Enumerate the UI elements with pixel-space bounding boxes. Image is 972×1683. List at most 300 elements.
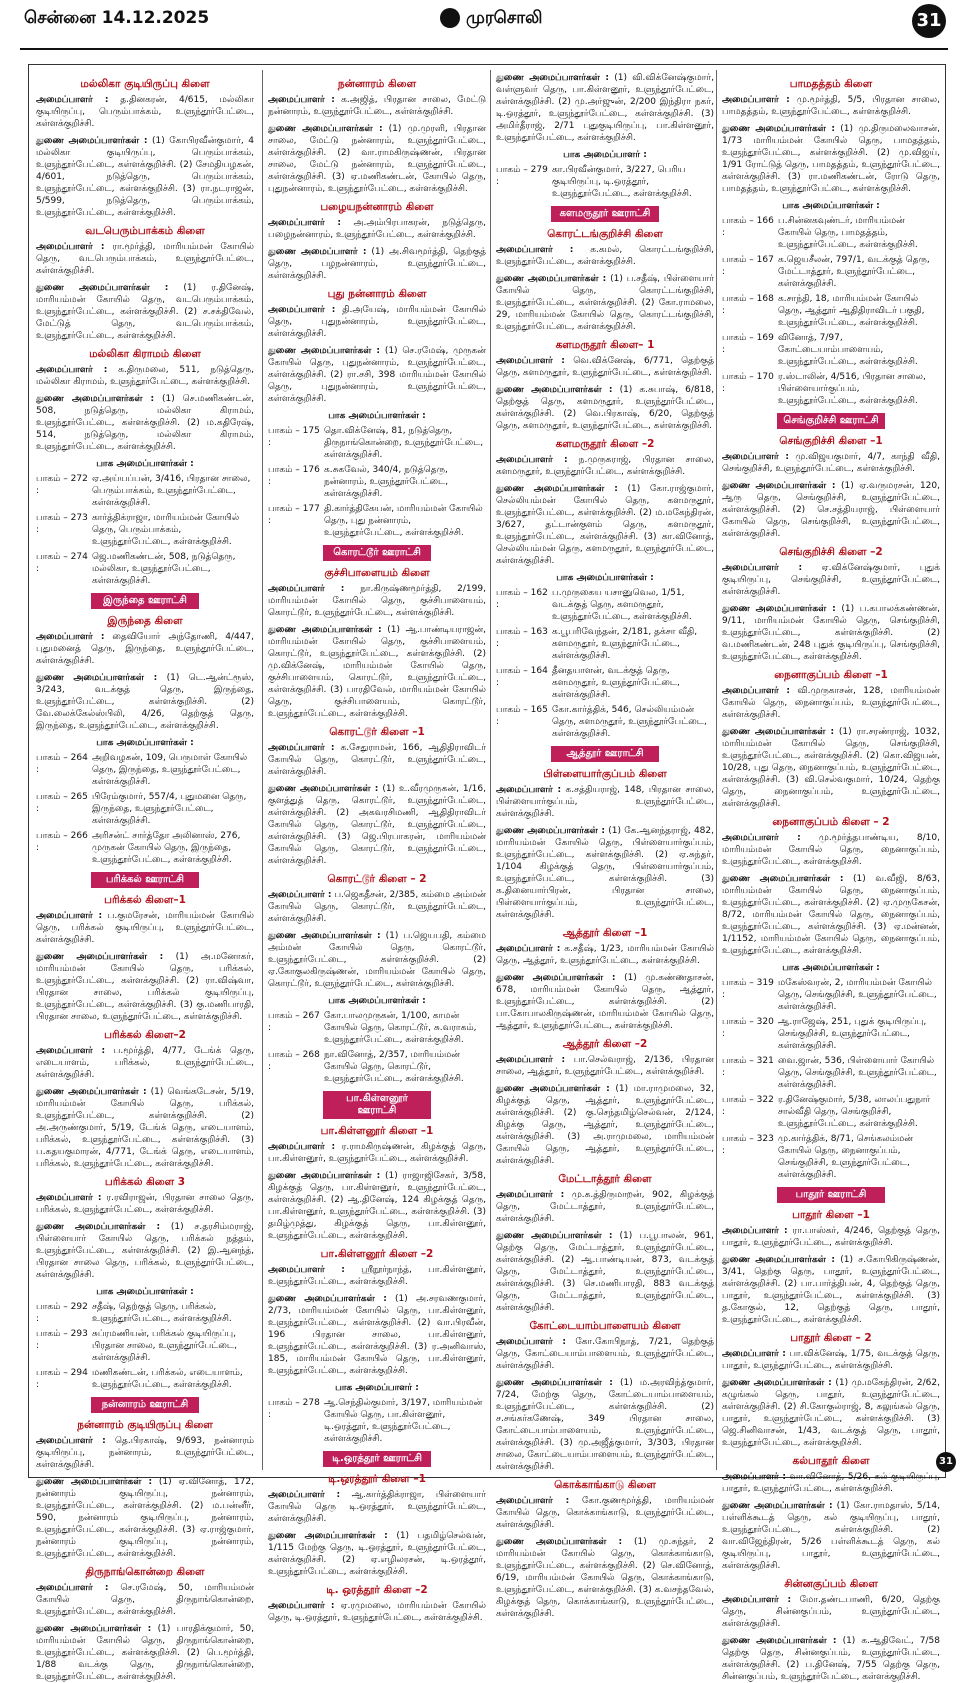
member-entry bbox=[722, 1254, 940, 1326]
member-entry bbox=[36, 951, 254, 1023]
branch-title: செங்குறிச்சி கிளை –1 bbox=[779, 435, 883, 447]
member-details: (1) ப.கபாலக்கண்ணன், 9/11, மாரியம்மன் கோயில் தெரு, செங்குறிச்சி, உளுந்தூர்பேட்டை, கள்ளக்குறிச்சி. (2) வ.மணிகண்டன், 248 புதுக் குடியிருப்பு, செங்குறிச்சி, உளுந்தூர்பேட்டை, கள்ளக்குறிச்சி. bbox=[722, 604, 940, 662]
role-label: துணை அமைப்பாளர்கள் : bbox=[496, 1231, 613, 1241]
role-label: துணை அமைப்பாளர்கள் : bbox=[36, 1477, 153, 1487]
panchayat-tag: டி.ஒரத்தூர் ஊராட்சி bbox=[323, 1451, 431, 1467]
booth-member: ஏ.அய்யப்பன், 3/416, பிரதான சாலை, பெரும்பாக்கம், உளுந்தூர்பேட்டை, கள்ளக்குறிச்சி. bbox=[92, 474, 251, 508]
member-entry bbox=[268, 783, 486, 867]
paper-name: முரசொலி bbox=[466, 8, 543, 28]
member-entry bbox=[496, 244, 714, 268]
member-entry bbox=[36, 1086, 254, 1170]
member-entry bbox=[722, 94, 940, 118]
branch-title: சின்னகுப்பம் கிளை bbox=[784, 1578, 878, 1590]
header-divider bbox=[20, 48, 948, 50]
role-label: துணை அமைப்பாளர்கள் : bbox=[722, 481, 836, 491]
booth-number: பாகம் – 167 : bbox=[722, 255, 774, 277]
member-entry bbox=[496, 273, 714, 333]
member-entry bbox=[496, 1495, 714, 1531]
panchayat-tag: இருந்தை ஊராட்சி bbox=[91, 593, 199, 609]
member-entry bbox=[496, 454, 714, 478]
subheading: பாக அமைப்பாளர்கள் : bbox=[96, 459, 194, 469]
booth-entry bbox=[36, 1367, 254, 1391]
booth-member: ர.தினேஷ்குமார், 5/38, லாலப்பதுநார் சால்வீதி தெரு, செங்குறிச்சி, உளுந்தூர்பேட்டை, கள்ளக்குறிச்சி. bbox=[778, 1095, 931, 1129]
role-label: அமைப்பாளர் : bbox=[36, 1436, 106, 1446]
member-details: (1) க.ஆதிவேட், 7/58 தெற்கு தெரு, சின்னகுப்பம், உளுந்தூர்பேட்டை, கள்ளக்குறிச்சி. (2) ப.தினேஷ், 7/55 தெற்கு தெரு, சின்னகுப்பம், உளுந்தூர்பேட்டை, கள்ளக்குறிச்சி. bbox=[722, 1636, 940, 1682]
member-entry bbox=[722, 685, 940, 721]
booth-entry bbox=[496, 665, 714, 701]
role-label: துணை அமைப்பாளர்கள் : bbox=[36, 394, 155, 404]
member-entry bbox=[268, 1264, 486, 1288]
panchayat-tag: பா.கிள்ளனூர் ஊராட்சி bbox=[323, 1091, 431, 1119]
role-label: அமைப்பாளர் : bbox=[36, 911, 103, 921]
booth-number: பாகம் – 169 : bbox=[722, 333, 774, 355]
panchayat-tag: களமருதூர் ஊராட்சி bbox=[551, 206, 659, 222]
member-details: (1) அ.மனோகர், மாரியம்மன் கோயில் தெரு, பரிக்கல், உளுந்தூர்பேட்டை, கள்ளக்குறிச்சி. (2) ரா.விஷ்வா, பிரதான சாலை, பரிக்கல் குடியிருப்பு, உளுந்தூர்பேட்டை, கள்ளக்குறிச்சி. (3) கு.மணிபாரதி, பிரதான சாலை, உளுந்தூர்பேட்டை, கள்ளக்குறிச்சி. bbox=[36, 952, 254, 1022]
member-entry bbox=[496, 1189, 714, 1225]
member-entry bbox=[36, 393, 254, 453]
member-entry bbox=[496, 1336, 714, 1372]
booth-number: பாகம் – 274 : bbox=[36, 552, 88, 574]
member-details: செ.ரமேஷ், 50, மாரியம்மன் கோயில் தெரு, திருநாங்கொன்றை, உளுந்தூர்பேட்டை, கள்ளக்குறிச்சி. bbox=[36, 1583, 254, 1617]
branch-title: பரிக்கல் கிளை–2 bbox=[104, 1029, 186, 1041]
member-entry bbox=[36, 910, 254, 946]
role-label: அமைப்பாளர் : bbox=[496, 455, 568, 465]
booth-number: பாகம் – 177 : bbox=[268, 504, 320, 526]
booth-entry bbox=[722, 1094, 940, 1130]
member-entry bbox=[36, 1476, 254, 1560]
role-label: அமைப்பாளர் : bbox=[722, 95, 790, 105]
member-entry bbox=[36, 135, 254, 219]
member-entry bbox=[722, 451, 940, 475]
member-entry bbox=[722, 1594, 940, 1630]
role-label: அமைப்பாளர் : bbox=[36, 242, 105, 252]
booth-member: ஜெ.மணிகண்டன், 508, நடுத்தெரு, மல்லிகா, உளுந்தூர்பேட்டை, கள்ளக்குறிச்சி. bbox=[92, 552, 236, 586]
role-label: துணை அமைப்பாளர்கள் : bbox=[268, 625, 382, 635]
member-details: (1) ச.கோபிகிருஷ்ணன், 3/41, தெற்கு தெரு, பாதூர், உளுந்தூர்பேட்டை, கள்ளக்குறிச்சி. (2) பா.பார்த்திபன், 4, தெற்குத் தெரு, பாதூர், உளுந்தூர்பேட்டை, கள்ளக்குறிச்சி. (3) த.கோகுல், 12, தெற்குத் தெரு, பாதூர், உளுந்தூர்பேட்டை, கள்ளக்குறிச்சி. bbox=[722, 1255, 940, 1325]
booth-member: ர.ஸ்டாலின், 4/516, பிரதான சாலை, பிள்ளையார்குப்பம், உளுந்தூர்பேட்டை, கள்ளக்குறிச்சி. bbox=[778, 372, 926, 406]
member-details: க.சேதுராமன், 166, ஆதிதிராவிடர் கோயில் தெரு, கொரட்டூர், உளுந்தூர்பேட்டை, கள்ளக்குறிச்சி. bbox=[268, 743, 486, 777]
member-entry bbox=[496, 1536, 714, 1620]
booth-member: க.ஜெயசீலன், 797/1, வடக்குத் தெரு, மேட்டாத்தூர், உளுந்தூர்பேட்டை, கள்ளக்குறிச்சி. bbox=[778, 255, 930, 289]
member-details: நா.கிருஷ்ணமூர்த்தி, 2/199, மாரியம்மன் கோயில் தெரு, குச்சிபாளையம், கொரட்டூர், உளுந்தூர்பேட்டை, கள்ளக்குறிச்சி. bbox=[268, 584, 486, 618]
role-label: துணை அமைப்பாளர்கள் : bbox=[268, 784, 379, 794]
role-label: அமைப்பாளர் : bbox=[268, 584, 345, 594]
booth-entry bbox=[36, 1328, 254, 1364]
member-details: (1) மு.கண்ணதாசன், 678, மாரியம்மன் கோயில் தெரு, ஆத்தூர், உளுந்தூர்பேட்டை, கள்ளக்குறிச்சி. (2) பா.கோபாலகிருஷ்ணன், மாரியம்மன் கோயில் தெரு, ஆத்தூர், உளுந்தூர்பேட்டை, கள்ளக்குறிச்சி. bbox=[496, 973, 714, 1031]
member-entry bbox=[268, 930, 486, 990]
booth-entry bbox=[722, 215, 940, 251]
member-entry bbox=[268, 1530, 486, 1578]
branch-title: பரிக்கல் கிளை–1 bbox=[104, 894, 186, 906]
member-details: மு.மூர்த்தபாண்டிய, 8/10, மாரியம்மன் கோயில் தெரு, நைனாகுப்பம், உளுந்தூர்பேட்டை, கள்ளக்குறிச்சி. bbox=[722, 833, 940, 867]
member-details: தைவியோர் அந்தோணி, 4/447, புதுமனைத் தெரு, இருந்தை, உளுந்தூர்பேட்டை, கள்ளக்குறிச்சி. bbox=[36, 632, 254, 666]
role-label: துணை அமைப்பாளர்கள் : bbox=[268, 1171, 381, 1181]
member-entry bbox=[36, 1192, 254, 1216]
member-entry bbox=[496, 1377, 714, 1473]
branch-title: வடபெரும்பாக்கம் கிளை bbox=[85, 225, 205, 237]
member-details: (1) டெ.ஆன்ட்ரூஸ், 3/243, வடக்குத் தெரு, இருந்தை, உளுந்தூர்பேட்டை, கள்ளக்குறிச்சி. (2) வே.லைக்கேல்ஸ்பிலி, 4/26, தெற்குத் தெரு, இருந்தை, உளுந்தூர்பேட்டை, கள்ளக்குறிச்சி. bbox=[36, 673, 254, 731]
rising-sun-logo-icon bbox=[440, 8, 460, 28]
booth-entry bbox=[36, 1301, 254, 1325]
role-label: அமைப்பாளர் : bbox=[496, 1496, 570, 1506]
role-label: துணை அமைப்பாளர்கள் : bbox=[268, 346, 381, 356]
role-label: துணை அமைப்பாளர்கள் : bbox=[496, 1084, 610, 1094]
panchayat-tag: கொரட்டூர் ஊராட்சி bbox=[323, 545, 431, 561]
panchayat-tag: செங்குறிச்சி ஊராட்சி bbox=[777, 413, 885, 429]
branch-title: கல்பாதூர் கிளை bbox=[792, 1455, 870, 1467]
member-entry bbox=[36, 1221, 254, 1281]
member-details: (1) ஆ.பாண்டியராஜன், மாரியம்மன் கோயில் தெரு, குச்சிபாளையம், கொரட்டூர், உளுந்தூர்பேட்டை, கள்ளக்குறிச்சி. (2) மு.விக்னேஷ், மாரியம்மன் கோயில் தெரு, குச்சிபாளையம், கொரட்டூர், உளுந்தூர்பேட்டை, கள்ளக்குறிச்சி. (3) பாரதிவேல், மாரியம்மன் கோயில் தெரு, குச்சிபாளையம், கொரட்டூர், உளுந்தூர்பேட்டை, கள்ளக்குறிச்சி. bbox=[268, 625, 487, 719]
role-label: துணை அமைப்பாளர்கள் : bbox=[722, 1255, 835, 1265]
booth-member: ப.சின்னகவுண்டர், மாரியம்மன் கோயில் தெரு, பாமதத்தம், உளுந்தூர்பேட்டை, கள்ளக்குறிச்சி. bbox=[778, 216, 918, 250]
member-entry bbox=[496, 943, 714, 967]
role-label: அமைப்பாளர் : bbox=[496, 1337, 566, 1347]
member-details: (1) கோ.ராஜ்குமார், செல்லியம்மன் கோயில் தெரு, களமருதூர், உளுந்தூர்பேட்டை, கள்ளக்குறிச்சி. (2) ம.மகேந்திரன், 3/627, தட்டான்குளம் தெரு, களமருதூர், உளுந்தூர்பேட்டை, கள்ளக்குறிச்சி. (3) கா.வினோத், செல்லியம்மன் தெரு, களமருதூர், உளுந்தூர்பேட்டை, கள்ளக்குறிச்சி. bbox=[496, 484, 714, 566]
role-label: அமைப்பாளர் : bbox=[268, 305, 336, 315]
branch-title: டி.ஒரத்தூர் கிளை –1 bbox=[328, 1473, 426, 1485]
panchayat-tag: நன்னாரம் ஊராட்சி bbox=[91, 1397, 199, 1413]
member-details: (1) ப.பூபாலன், 961, தெற்கு தெரு, மேட்டாத்தூர், உளுந்தூர்பேட்டை, கள்ளக்குறிச்சி. (2) ஆ.பாண்டியன், 873, வடக்குத் தெரு, மேட்டாத்தூர், உளுந்தூர்பேட்டை, கள்ளக்குறிச்சி. (3) செ.மணிபாரதி, 883 வடக்குத் தெரு, மேட்டாத்தூர், உளுந்தூர்பேட்டை, கள்ளக்குறிச்சி. bbox=[496, 1231, 714, 1313]
booth-entry bbox=[36, 512, 254, 548]
booth-number: பாகம் – 294 : bbox=[36, 1368, 88, 1390]
member-details: க.சத்தியராஜ், 148, பிரதான சாலை, பிள்ளையார்குப்பம், உளுந்தூர்பேட்டை, கள்ளக்குறிச்சி. bbox=[496, 785, 714, 819]
branch-title: பாதூர் கிளை – 2 bbox=[790, 1332, 872, 1344]
booth-member: தீனதயாளன், வடக்குத் தெரு, களமருதூர், உளுந்தூர்பேட்டை, கள்ளக்குறிச்சி. bbox=[552, 666, 680, 700]
booth-entry bbox=[36, 752, 254, 788]
member-details: (1) ராஜாஜிசேகர், 3/58, கிழக்குத் தெரு, பா.கிள்ளனூர், உளுந்தூர்பேட்டை, கள்ளக்குறிச்சி. (2) ஆ.தினேஷ், 124 கிழக்குத் தெரு, பா.கிள்ளனூர், உளுந்தூர்பேட்டை, கள்ளக்குறிச்சி. (3) தமிழ்முத்து, கிழக்குத் தெரு, பா.கிள்ளனூர், உளுந்தூர்பேட்டை, கள்ளக்குறிச்சி. bbox=[268, 1171, 486, 1241]
booth-entry bbox=[36, 791, 254, 827]
member-entry bbox=[36, 1623, 254, 1683]
booth-member: கோ.கார்த்திக், 546, செல்லியம்மன் தெரு, களமருதூர், உளுந்தூர்பேட்டை, கள்ளக்குறிச்சி. bbox=[552, 705, 707, 739]
booth-member: பிரேம்குமார், 557/4, புதுமனை தெரு, இருந்தை, உளுந்தூர்பேட்டை, கள்ளக்குறிச்சி. bbox=[92, 792, 247, 826]
booth-entry bbox=[496, 164, 714, 200]
role-label: துணை அமைப்பாளர்கள் : bbox=[496, 484, 618, 494]
branch-title: கொரட்டூர் கிளை – 2 bbox=[327, 873, 427, 885]
member-entry bbox=[722, 726, 940, 810]
branch-title: பாதூர் கிளை –1 bbox=[792, 1209, 870, 1221]
member-entry bbox=[722, 1635, 940, 1683]
booth-number: பாகம் – 267 : bbox=[268, 1011, 320, 1033]
subheading: பாக அமைப்பாளர் : bbox=[335, 1383, 419, 1393]
booth-entry bbox=[496, 587, 714, 623]
column-3 bbox=[496, 72, 714, 1619]
booth-entry bbox=[268, 1049, 486, 1085]
member-details: அ.அம்பிரபாகரன், நடுத்தெரு, பழைநன்னாரம், உளுந்தூர்பேட்டை, கள்ளக்குறிச்சி. bbox=[268, 218, 486, 240]
role-label: அமைப்பாளர் : bbox=[496, 944, 561, 954]
member-entry bbox=[722, 123, 940, 195]
member-details: ஏ.விக்னேஷ்குமார், புதுக் குடியிருப்பு, செங்குறிச்சி, உளுந்தூர்பேட்டை, கள்ளக்குறிச்சி. bbox=[722, 563, 940, 597]
edition-date: சென்னை 14.12.2025 bbox=[24, 8, 210, 28]
branch-title: பிள்ளையார்குப்பம் கிளை bbox=[543, 768, 667, 780]
role-label: துணை அமைப்பாளர்கள் : bbox=[36, 1087, 147, 1097]
member-details: வெ.விக்னேஷ், 6/771, தெற்குத் தெரு, களமருதூர், உளுந்தூர்பேட்டை, கள்ளக்குறிச்சி. bbox=[496, 356, 714, 378]
booth-entry bbox=[496, 626, 714, 662]
column-2 bbox=[268, 72, 487, 1623]
role-label: துணை அமைப்பாளர்கள் : bbox=[496, 73, 609, 83]
page-number-badge: 31 bbox=[912, 4, 946, 38]
member-details: தெ.பிரகாஷ், 9/693, நன்னாரம் குடியிருப்பு, நன்னாரம், உளுந்தூர்பேட்டை, கள்ளக்குறிச்சி. bbox=[36, 1436, 254, 1470]
footer-page-number: 31 bbox=[936, 1452, 956, 1472]
member-details: க.சதீஷ், 1/23, மாரியம்மன் கோயில் தெரு, ஆத்தூர், உளுந்தூர்பேட்டை, கள்ளக்குறிச்சி. bbox=[496, 944, 714, 966]
member-details: (1) கோபிரவீன்குமார், 4 மல்லிகா குடியிருப்பு, பெரும்பாக்கம், உளுந்தூர்பேட்டை, கள்ளக்குறிச்சி. (2) சேமதியழகன், 4/601, நடுத்தெரு, பெரும்பாக்கம், உளுந்தூர்பேட்டை, கள்ளக்குறிச்சி. (3) ரா.நடராஜன், 5/599, நடுத்தெரு, பெரும்பாக்கம், உளுந்தூர்பேட்டை, கள்ளக்குறிச்சி. bbox=[36, 136, 254, 218]
subheading: பாக அமைப்பாளர்கள் : bbox=[556, 573, 654, 583]
branch-title: நைனாகுப்பம் கிளை – 2 bbox=[772, 816, 890, 828]
member-entry bbox=[268, 246, 486, 282]
role-label: அமைப்பாளர் : bbox=[268, 1601, 335, 1611]
booth-member: வினோத், 7/97, கோட்டையாம்பாளையம், உளுந்தூர்பேட்டை, கள்ளக்குறிச்சி. bbox=[778, 333, 918, 367]
role-label: அமைப்பாளர் : bbox=[496, 1055, 566, 1065]
booth-entry bbox=[722, 1133, 940, 1181]
booth-member: கோ.பாலமுருகன், 1/100, காமன் கோயில் தெரு, கொரட்டூர், சு.வராகம், உளுந்தூர்பேட்டை, கள்ளக்குறிச்சி. bbox=[324, 1011, 477, 1045]
role-label: அமைப்பாளர் : bbox=[36, 1583, 109, 1593]
member-details: ரா.பாஸ்கர், 4/246, தெற்குத் தெரு, பாதூர், உளுந்தூர்பேட்டை, கள்ளக்குறிச்சி. bbox=[722, 1226, 940, 1248]
member-details: ப.ஜெகதீசன், 2/385, கம்மை அம்மன் கோயில் தெரு, கொரட்டூர், உளுந்தூர்பேட்டை, கள்ளக்குறிச்சி. bbox=[268, 890, 486, 924]
branch-title: கொக்காங்காடு கிளை bbox=[554, 1479, 656, 1491]
member-details: (1) அ.சரவணகுமார், 2/73, மாரியம்மன் கோயில் தெரு, பா.கிள்ளனூர், உளுந்தூர்பேட்டை, கள்ளக்குறிச்சி. (2) வா.பிரவீன், 196 பிரதான சாலை, பா.கிள்ளனூர், உளுந்தூர்பேட்டை, கள்ளக்குறிச்சி. (3) ர.அனிவாஸ், 185, மாரியம்மன் கோயில் தெரு, பா.கிள்ளனூர், உளுந்தூர்பேட்டை, கள்ளக்குறிச்சி. bbox=[268, 1294, 486, 1376]
member-details: கோ.கோபிநாத், 7/21, தெற்குத் தெரு, கோட்டையாம்பாளையம், உளுந்தூர்பேட்டை, கள்ளக்குறிச்சி. bbox=[496, 1337, 714, 1371]
member-details: (1) ப.சதீஷ், பிள்ளையார் கோயில் தெரு, கொரட்டங்குறிச்சி, உளுந்தூர்பேட்டை, கள்ளக்குறிச்சி. (2) கோ.ராமலை, 29, மாரியம்மன் கோயில் தெரு, கொரட்டங்குறிச்சி, உளுந்தூர்பேட்டை, கள்ளக்குறிச்சி. bbox=[496, 274, 714, 332]
branch-title: பழையநன்னாரம் கிளை bbox=[320, 201, 434, 213]
role-label: துணை அமைப்பாளர்கள் : bbox=[36, 673, 158, 683]
member-entry bbox=[36, 1582, 254, 1618]
member-entry bbox=[722, 603, 940, 663]
member-entry bbox=[268, 1170, 486, 1242]
booth-member: அரிசன்ட் சார்த்தோ அலினாஸ், 276, முருகன் கோயில் தெரு, இருந்தை, உளுந்தூர்பேட்டை, கள்ளக்குறிச்சி. bbox=[92, 831, 241, 865]
role-label: அமைப்பாளர் : bbox=[36, 632, 105, 642]
member-entry bbox=[36, 364, 254, 388]
booth-entry bbox=[36, 473, 254, 509]
member-entry bbox=[268, 217, 486, 241]
booth-member: அறிவழகன், 109, பெருமாள் கோயில் தெரு, இருந்தை, உளுந்தூர்பேட்டை, கள்ளக்குறிச்சி. bbox=[92, 753, 248, 787]
member-details: பா.செல்வராஜ், 2/136, பிரதான சாலை, ஆத்தூர், உளுந்தூர்பேட்டை, கள்ளக்குறிச்சி. bbox=[496, 1055, 714, 1077]
member-details: (1) மு.மகேந்திரன், 2/62, கழுங்கல் தெரு, பாதூர், உளுந்தூர்பேட்டை, கள்ளக்குறிச்சி. (2) சி.கோகுல்ராஜ், 8, கலுங்கல் தெரு, பாதூர், உளுந்தூர்பேட்டை, கள்ளக்குறிச்சி. (3) ஜெ.சினிவாசன், 1/43, வடக்குத் தெரு, பாதூர், உளுந்தூர்பேட்டை, கள்ளக்குறிச்சி. bbox=[722, 1378, 940, 1448]
booth-number: பாகம் – 273 : bbox=[36, 513, 88, 535]
branch-title: நன்னாரம் கிளை bbox=[337, 78, 417, 90]
role-label: அமைப்பாளர் : bbox=[496, 1190, 565, 1200]
booth-number: பாகம் – 166 : bbox=[722, 216, 774, 238]
member-details: ஏ.ரமுமலை, மாரியம்மன் கோயில் தெரு, டி.ஒரத்தூர், உளுந்தூர்பேட்டை, கள்ளக்குறிச்சி. bbox=[268, 1601, 486, 1623]
booth-member: கார்த்திக்ராஜா, மாரியம்மன் கோயில் தெரு, பெரும்பாக்கம், உளுந்தூர்பேட்டை, கள்ளக்குறிச்சி. bbox=[92, 513, 240, 547]
role-label: அமைப்பாளர் : bbox=[722, 686, 790, 696]
member-details: வி.முருகாசன், 128, மாரியம்மன் கோயில் தெரு, நைனாகுப்பம், உளுந்தூர்பேட்டை, கள்ளக்குறிச்சி. bbox=[722, 686, 940, 720]
column-1 bbox=[36, 72, 255, 1682]
role-label: துணை அமைப்பாளர்கள் : bbox=[496, 826, 605, 836]
booth-number: பாகம் – 175 : bbox=[268, 426, 320, 448]
branch-title: டி. ஒரத்தூர் கிளை –2 bbox=[326, 1584, 428, 1596]
panchayat-tag: ஆத்தூர் ஊராட்சி bbox=[551, 746, 659, 762]
role-label: துணை அமைப்பாளர்கள் : bbox=[36, 1624, 152, 1634]
booth-number: பாகம் – 279 : bbox=[496, 165, 548, 187]
member-entry bbox=[36, 1045, 254, 1081]
panchayat-tag: பாதூர் ஊராட்சி bbox=[777, 1187, 885, 1203]
member-entry bbox=[268, 1489, 486, 1525]
role-label: துணை அமைப்பாளர்கள் : bbox=[36, 952, 164, 962]
member-details: (1) ஏ.வருமரசன், 120, ஆரு தெரு, செங்குறிச்சி, உளுந்தூர்பேட்டை, கள்ளக்குறிச்சி. (2) செ.சத்தியராஜ், பிள்ளையார் கோயில் தெரு, செங்குறிச்சி, உளுந்தூர்பேட்டை, கள்ளக்குறிச்சி. bbox=[722, 481, 940, 539]
role-label: அமைப்பாளர் : bbox=[268, 1265, 345, 1275]
booth-member: ப.முருகைய யசானுவெல, 1/51, வடக்குத் தெரு, களமருதூர், உளுந்தூர்பேட்டை, கள்ளக்குறிச்சி. bbox=[552, 588, 692, 622]
member-entry bbox=[722, 1471, 940, 1495]
member-entry bbox=[722, 480, 940, 540]
member-details: ப.குமரேசன், மாரியம்மன் கோயில் தெரு, பரிக்கல் குடியிருப்பு, உளுந்தூர்பேட்டை, கள்ளக்குறிச்சி. bbox=[36, 911, 254, 945]
member-details: (1) மு.முரளி, பிரதான சாலை, மேட்டு நன்னாரம், உளுந்தூர்பேட்டை, கள்ளக்குறிச்சி. (2) வா.ராமகிருஷ்ணன், பிரதான சாலை, மேட்டு நன்னாரம், உளுந்தூர்பேட்டை, கள்ளக்குறிச்சி. (3) ஏ.மணிகண்டன், கோயில் தெரு, புதுநன்னாரம், உளுந்தூர்பேட்டை, கள்ளக்குறிச்சி. bbox=[268, 124, 486, 194]
booth-entry bbox=[722, 1055, 940, 1091]
member-entry bbox=[496, 384, 714, 432]
member-entry bbox=[268, 889, 486, 925]
booth-member: க.சுகவேல், 340/4, நடுத்தெரு, நன்னாரம், உளுந்தூர்பேட்டை, கள்ளக்குறிச்சி. bbox=[324, 465, 449, 499]
branch-title: கொரட்டங்குறிச்சி கிளை bbox=[547, 228, 663, 240]
column-divider bbox=[490, 70, 491, 1470]
member-entry bbox=[36, 282, 254, 342]
booth-entry bbox=[268, 1397, 486, 1445]
booth-entry bbox=[268, 1010, 486, 1046]
member-entry bbox=[496, 355, 714, 379]
role-label: துணை அமைப்பாளர்கள் : bbox=[496, 1378, 613, 1388]
subheading: பாக அமைப்பாளர்கள் : bbox=[328, 996, 426, 1006]
role-label: அமைப்பாளர் : bbox=[722, 1595, 792, 1605]
role-label: துணை அமைப்பாளர்கள் : bbox=[496, 1537, 623, 1547]
member-entry bbox=[496, 1230, 714, 1314]
member-details: (1) வி.விக்னேஷ்குமார், வள்ளுவர் தெரு, பா.கிள்ளனூர், உளுந்தூர்பேட்டை, கள்ளக்குறிச்சி. (2) மு.அர்ஜுன், 2/200 இந்திரா நகர், டி.ஒரத்தூர், உளுந்தூர்பேட்டை, கள்ளக்குறிச்சி. (3) அமிர்தீராஜ், 2/71 புதுகுடியிருப்பு, பா.கிள்ளனூர், உளுந்தூர்பேட்டை, கள்ளக்குறிச்சி. bbox=[496, 73, 714, 143]
booth-member: கா.பிரவீன்குமார், 3/227, பெரிய குடியிருப்பு, டி.ஒரத்தூர், உளுந்தூர்பேட்டை, கள்ளக்குறிச்சி. bbox=[552, 165, 692, 199]
booth-number: பாகம் – 321 : bbox=[722, 1056, 774, 1078]
subheading: பாக அமைப்பாளர்கள் : bbox=[782, 963, 880, 973]
member-details: (1) வ.வீஜி, 8/63, மாரியம்மன் கோயில் தெரு, நைனாகுப்பம், உளுந்தூர்பேட்டை, கள்ளக்குறிச்சி. (2) ஏ.முருகேசன், 8/72, மாரியம்மன் கோயில் தெரு, நைனாகுப்பம், உளுந்தூர்பேட்டை, கள்ளக்குறிச்சி. (3) ஏ.மன்னன், 1/1152, மாரியம்மன் கோயில் தெரு, நைனாகுப்பம், உளுந்தூர்பேட்டை, கள்ளக்குறிச்சி. bbox=[722, 874, 940, 956]
role-label: அமைப்பாளர் : bbox=[496, 785, 562, 795]
booth-number: பாகம் – 268 : bbox=[268, 1050, 320, 1072]
branch-title: களமருதூர் கிளை– 1 bbox=[555, 339, 655, 351]
booth-number: பாகம் – 272 : bbox=[36, 474, 88, 496]
booth-number: பாகம் – 164 : bbox=[496, 666, 548, 688]
role-label: துணை அமைப்பாளர்கள் : bbox=[496, 274, 607, 284]
role-label: துணை அமைப்பாளர்கள் : bbox=[496, 973, 616, 983]
member-details: மு.விஜயகுமார், 4/7, காந்தி வீதி, செங்குறிச்சி, உளுந்தூர்பேட்டை, கள்ளக்குறிச்சி. bbox=[722, 452, 940, 474]
member-entry bbox=[496, 825, 714, 921]
booth-number: பாகம் – 278 : bbox=[268, 1398, 320, 1420]
member-entry bbox=[36, 241, 254, 277]
branch-title: மல்லிகா கிராமம் கிளை bbox=[89, 348, 201, 360]
member-entry bbox=[496, 972, 714, 1032]
booth-number: பாகம் – 323 : bbox=[722, 1134, 774, 1156]
member-entry bbox=[496, 72, 714, 144]
booth-member: மணிகண்டன், பரிக்கல், எடையாளம், உளுந்தூர்பேட்டை, கள்ளக்குறிச்சி. bbox=[92, 1368, 243, 1390]
booth-number: பாகம் – 165 : bbox=[496, 705, 548, 727]
member-entry bbox=[36, 631, 254, 667]
booth-entry bbox=[722, 371, 940, 407]
booth-member: வை.ஜான், 536, பிள்ளையார் கோயில் தெரு, செங்குறிச்சி, உளுந்தூர்பேட்டை, கள்ளக்குறிச்சி. bbox=[778, 1056, 937, 1090]
member-entry bbox=[268, 345, 486, 405]
booth-entry bbox=[722, 977, 940, 1013]
member-details: (1) ஏ.வினோத், 172, நன்னாரம் குடியிருப்பு, நன்னாரம், உளுந்தூர்பேட்டை, கள்ளக்குறிச்சி. (2) ம.பன்னீர், 590, நன்னாரம் குடியிருப்பு, நன்னாரம், உளுந்தூர்பேட்டை, கள்ளக்குறிச்சி. (3) ஏ.ராஜ்குமார், நன்னாரம் குடியிருப்பு, நன்னாரம், உளுந்தூர்பேட்டை, கள்ளக்குறிச்சி. bbox=[36, 1477, 254, 1559]
role-label: துணை அமைப்பாளர்கள் : bbox=[722, 1501, 833, 1511]
booth-number: பாகம் – 292 : bbox=[36, 1302, 88, 1324]
member-details: ப.மூர்த்தி, 4/77, டேங்க் தெரு, எடையாளம், பரிக்கல், உளுந்தூர்பேட்டை, கள்ளக்குறிச்சி. bbox=[36, 1046, 254, 1080]
role-label: அமைப்பாளர் : bbox=[268, 218, 341, 228]
role-label: துணை அமைப்பாளர்கள் : bbox=[722, 874, 844, 884]
member-entry bbox=[496, 1083, 714, 1167]
member-details: ரா.மூர்த்தி, மாரியம்மன் கோயில் தெரு, வடபெரும்பாக்கம், உளுந்தூர்பேட்டை, கள்ளக்குறிச்சி. bbox=[36, 242, 254, 276]
booth-member: மு.கார்த்திக், 8/71, செங்கலம்மன் கோயில் தெரு, நைனாகுப்பம், செங்குறிச்சி, உளுந்தூர்பேட்டை, கள்ளக்குறிச்சி. bbox=[778, 1134, 913, 1180]
branch-title: மல்லிகா குடியிருப்பு கிளை bbox=[80, 78, 210, 90]
member-entry bbox=[268, 1600, 486, 1624]
member-details: பா.விக்னேஷ், 1/75, வடக்குத் தெரு, பாதூர், உளுந்தூர்பேட்டை, கள்ளக்குறிச்சி. bbox=[722, 1349, 940, 1371]
booth-entry bbox=[496, 704, 714, 740]
role-label: அமைப்பாளர் : bbox=[722, 1226, 788, 1236]
member-entry bbox=[268, 742, 486, 778]
role-label: துணை அமைப்பாளர்கள் : bbox=[496, 385, 613, 395]
branch-title: ஆத்தூர் கிளை –2 bbox=[562, 1038, 648, 1050]
booth-number: பாகம் – 168 : bbox=[722, 294, 774, 316]
booth-entry bbox=[722, 293, 940, 329]
role-label: துணை அமைப்பாளர்கள் : bbox=[722, 604, 836, 614]
role-label: துணை அமைப்பாளர்கள் : bbox=[268, 1294, 387, 1304]
role-label: துணை அமைப்பாளர்கள் : bbox=[36, 136, 148, 146]
role-label: அமைப்பாளர் : bbox=[268, 1490, 341, 1500]
member-entry bbox=[722, 562, 940, 598]
member-details: மு.மூர்த்தி, 5/5, பிரதான சாலை, பாமதத்தம், உளுந்தூர்பேட்டை, கள்ளக்குறிச்சி. bbox=[722, 95, 940, 117]
booth-number: பாகம் – 176 : bbox=[268, 465, 320, 487]
role-label: அமைப்பாளர் : bbox=[36, 1046, 106, 1056]
branch-title: பாமதத்தம் கிளை bbox=[789, 78, 873, 90]
booth-member: மகேஸ்வரன், 2, மாரியம்மன் கோயில் தெரு, செங்குறிச்சி, உளுந்தூர்பேட்டை, கள்ளக்குறிச்சி. bbox=[778, 978, 937, 1012]
member-details: (1) அ.சிவமூர்த்தி, தெற்குத் தெரு, பழநன்னாரம், உளுந்தூர்பேட்டை, கள்ளக்குறிச்சி. bbox=[268, 247, 486, 281]
booth-number: பாகம் – 264 : bbox=[36, 753, 88, 775]
member-entry bbox=[268, 583, 486, 619]
member-entry bbox=[268, 1293, 486, 1377]
column-divider bbox=[716, 70, 717, 1470]
role-label: துணை அமைப்பாளர்கள் : bbox=[268, 931, 381, 941]
member-entry bbox=[722, 1500, 940, 1572]
branch-title: நன்னாரம் குடியிருப்பு கிளை bbox=[77, 1419, 213, 1431]
booth-number: பாகம் – 266 : bbox=[36, 831, 88, 853]
booth-number: பாகம் – 319 : bbox=[722, 978, 774, 1000]
role-label: அமைப்பாளர் : bbox=[36, 95, 109, 105]
branch-title: களமருதூர் கிளை –2 bbox=[555, 438, 655, 450]
page-header bbox=[0, 0, 972, 60]
role-label: அமைப்பாளர் : bbox=[722, 1472, 786, 1482]
member-details: (1) செ.ரமேஷ், முருகன் கோயில் தெரு, புதுநன்னாரம், உளுந்தூர்பேட்டை, கள்ளக்குறிச்சி. (2) ரா.சசி, 398 மாரியம்மன் கோயில் தெரு, புதுநன்னாரம், உளுந்தூர்பேட்டை, கள்ளக்குறிச்சி. bbox=[268, 346, 486, 404]
member-entry bbox=[268, 624, 486, 720]
role-label: அமைப்பாளர் : bbox=[722, 1349, 786, 1359]
member-entry bbox=[722, 873, 940, 957]
column-divider bbox=[262, 70, 263, 1470]
role-label: துணை அமைப்பாளர்கள் : bbox=[722, 1636, 837, 1646]
column-4 bbox=[722, 72, 940, 1682]
member-entry bbox=[722, 1377, 940, 1449]
member-details: (1) ரா.சரண்ராஜ், 1032, மாரியம்மன் கோயில் தெரு, செங்குறிச்சி, உளுந்தூர்பேட்டை, கள்ளக்குறிச்சி. (2) கொ.விஜயன், 10/28, புது தெரு, நைனாகுப்பம், உளுந்தூர்பேட்டை, கள்ளக்குறிச்சி. (3) வி.செல்வகுமார், 10/24, தெற்கு தெரு, நைனாகுப்பம், உளுந்தூர்பேட்டை, கள்ளக்குறிச்சி. bbox=[722, 727, 940, 809]
subheading: பாக அமைப்பாளர்கள் : bbox=[782, 201, 880, 211]
member-details: (1) வெங்கடேசன், 5/19, மாரியம்மன் கோயில் தெரு, பரிக்கல், உளுந்தூர்பேட்டை, கள்ளக்குறிச்சி. (2) அ.அருண்குமார், 5/19, டேங்க் தெரு, எடையாளம், பரிக்கல், உளுந்தூர்பேட்டை, கள்ளக்குறிச்சி. (3) ப.கதயகுமாரன், 4/771, டேங்க் தெரு, எடையாளம், பரிக்கல், உளுந்தூர்பேட்டை, கள்ளக்குறிச்சி. bbox=[36, 1087, 254, 1169]
booth-entry bbox=[268, 503, 486, 539]
booth-member: ஆ.செந்தில்குமார், 3/197, மாரியம்மன் கோயில் தெரு, பா.கிள்ளனூர், டி.ஒரத்தூர், உளுந்தூர்பேட்டை, கள்ளக்குறிச்சி. bbox=[324, 1398, 483, 1444]
member-details: கோ.குணமூர்த்தி, மாரியம்மன் கோயில் தெரு, கொக்காங்காடு, உளுந்தூர்பேட்டை, கள்ளக்குறிச்சி. bbox=[496, 1496, 714, 1530]
member-entry bbox=[496, 1054, 714, 1078]
branch-title: கொரட்டூர் கிளை –1 bbox=[329, 726, 425, 738]
booth-number: பாகம் – 162 : bbox=[496, 588, 548, 610]
booth-entry bbox=[36, 551, 254, 587]
role-label: துணை அமைப்பாளர்கள் : bbox=[36, 1222, 161, 1232]
member-details: த.தினகரன், 4/615, மல்லிகா குடியிருப்பு, பெரும்பாக்கம், உளுந்தூர்பேட்டை, கள்ளக்குறிச்சி. bbox=[36, 95, 254, 129]
panchayat-tag: பரிக்கல் ஊராட்சி bbox=[91, 872, 199, 888]
role-label: அமைப்பாளர் : bbox=[722, 563, 803, 573]
member-entry bbox=[36, 94, 254, 130]
member-details: ர.ராமகிருஷ்ணன், கிழக்குத் தெரு, பா.கிள்ளனூர், உளுந்தூர்பேட்டை, கள்ளக்குறிச்சி. bbox=[268, 1142, 486, 1164]
member-details: (1) கோ.ராமதாஸ், 5/14, பள்ளிக்கூடத் தெரு, கல் குடியிருப்பு, பாதூர், உளுந்தூர்பேட்டை, கள்ளக்குறிச்சி. (2) வா.விஜேந்திரன், 5/26 பள்ளிக்கூடத் தெரு, கல் குடியிருப்பு, பாதூர், உளுந்தூர்பேட்டை, கள்ளக்குறிச்சி. bbox=[722, 1501, 940, 1571]
booth-number: பாகம் – 320 : bbox=[722, 1017, 774, 1039]
role-label: துணை அமைப்பாளர்கள் : bbox=[268, 124, 383, 134]
role-label: துணை அமைப்பாளர்கள் : bbox=[36, 283, 169, 293]
booth-number: பாகம் – 170 : bbox=[722, 372, 774, 394]
member-entry bbox=[36, 1435, 254, 1471]
